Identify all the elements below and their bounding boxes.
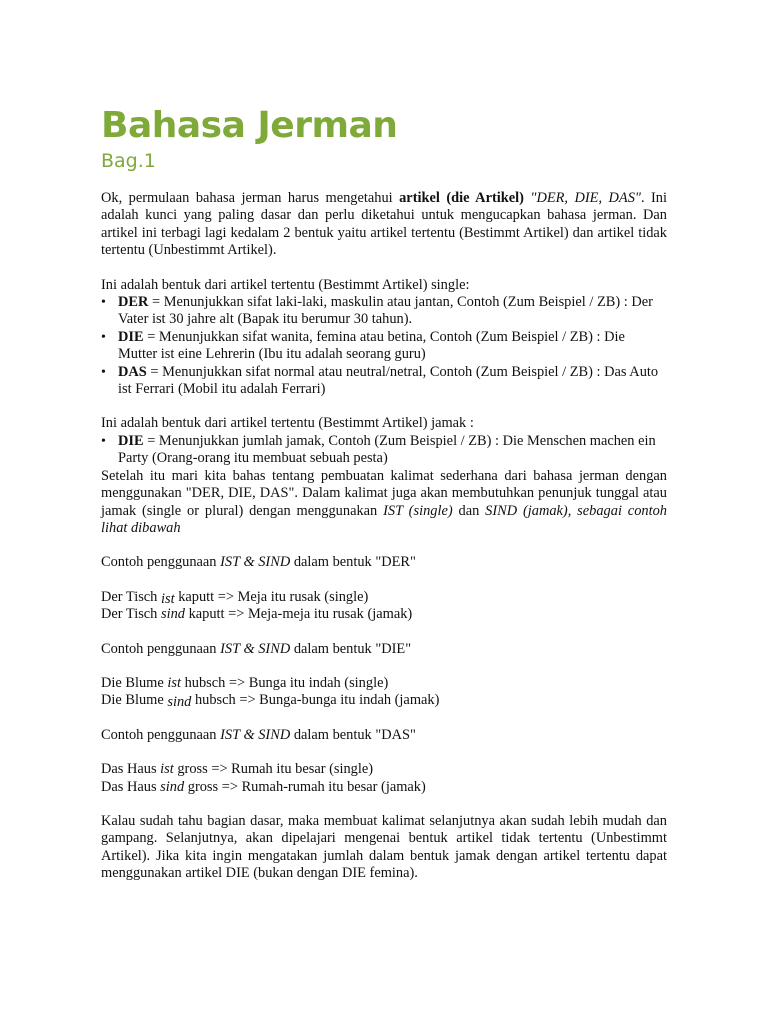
bullet-icon: • <box>101 295 106 311</box>
list-item: • DAS = Menunjukkan sifat normal atau neutral/netral, Contoh (Zum Beispiel / ZB) : Das Auto ist Ferrari (Mobil itu adalah Ferrari) <box>101 363 659 398</box>
example-heading-der: Contoh penggunaan IST & SIND dalam bentuk "DER" <box>101 554 416 571</box>
bullet-icon: • <box>101 433 106 449</box>
usage-paragraph: Setelah itu mari kita bahas tentang pembuatan kalimat sederhana dari bahasa jerman dengan menggunakan "DER, DIE, DAS". Dalam kalimat juga akan membutuhkan penunjuk tunggal atau jamak (single or plural) dengan menggunakan IST (single) dan SIND (jamak), sebagai contoh lihat dibawah <box>101 467 667 536</box>
list-item: • DIE = Menunjukkan jumlah jamak, Contoh (Zum Beispiel / ZB) : Die Menschen machen ein Party (Orang-orang itu membuat sebuah pesta) <box>101 432 656 467</box>
closing-paragraph: Kalau sudah tahu bagian dasar, maka membuat kalimat selanjutnya akan sudah lebih mudah dan gampang. Selanjutnya, akan dipelajari mengenai bentuk artikel tidak tertentu (Unbestimmt Artikel). Jika kita ingin mengatakan jumlah dalam bentuk jamak dengan artikel tertentu dapat menggunakan artikel DIE (bukan dengan DIE femina). <box>101 812 667 882</box>
bullet-icon: • <box>101 329 106 345</box>
bullet-icon: • <box>101 364 106 380</box>
example-line: Der Tisch ist kaputt => Meja itu rusak (single) <box>101 588 369 607</box>
list-item: • DIE = Menunjukkan sifat wanita, femina atau betina, Contoh (Zum Beispiel / ZB) : Die Mutter ist eine Lehrerin (Ibu itu adalah seorang guru) <box>101 328 625 363</box>
page-subtitle: Bag.1 <box>101 150 156 172</box>
example-line: Der Tisch sind kaputt => Meja-meja itu rusak (jamak) <box>101 606 413 623</box>
example-line: Die Blume sind hubsch => Bunga-bunga itu indah (jamak) <box>101 692 440 711</box>
plural-heading: Ini adalah bentuk dari artikel tertentu (Bestimmt Artikel) jamak : <box>101 415 474 432</box>
example-line: Das Haus ist gross => Rumah itu besar (single) <box>101 761 374 778</box>
example-line: Die Blume ist hubsch => Bunga itu indah (single) <box>101 674 389 691</box>
example-line: Das Haus sind gross => Rumah-rumah itu besar (jamak) <box>101 778 426 795</box>
document-page <box>101 104 667 883</box>
list-item: • DER = Menunjukkan sifat laki-laki, maskulin atau jantan, Contoh (Zum Beispiel / ZB) : Der Vater ist 30 jahre alt (Bapak itu berumur 30 tahun). <box>101 294 653 328</box>
single-article-list <box>101 294 667 398</box>
example-heading-die: Contoh penggunaan IST & SIND dalam bentuk "DIE" <box>101 640 412 657</box>
page-title: Bahasa Jerman <box>101 105 398 146</box>
intro-paragraph: Ok, permulaan bahasa jerman harus mengetahui artikel (die Artikel) "DER, DIE, DAS". Ini adalah kunci yang paling dasar dan perlu diketahui untuk mengucapkan bahasa jerman. Dan artikel ini terbagi lagi kedalam 2 bentuk yaitu artikel tertentu (Bestimmt Artikel) dan artikel tidak tertentu (Unbestimmt Artikel). <box>101 190 667 259</box>
plural-article-list <box>101 433 667 468</box>
example-heading-das: Contoh penggunaan IST & SIND dalam bentuk "DAS" <box>101 726 416 743</box>
single-heading: Ini adalah bentuk dari artikel tertentu (Bestimmt Artikel) single: <box>101 276 470 293</box>
